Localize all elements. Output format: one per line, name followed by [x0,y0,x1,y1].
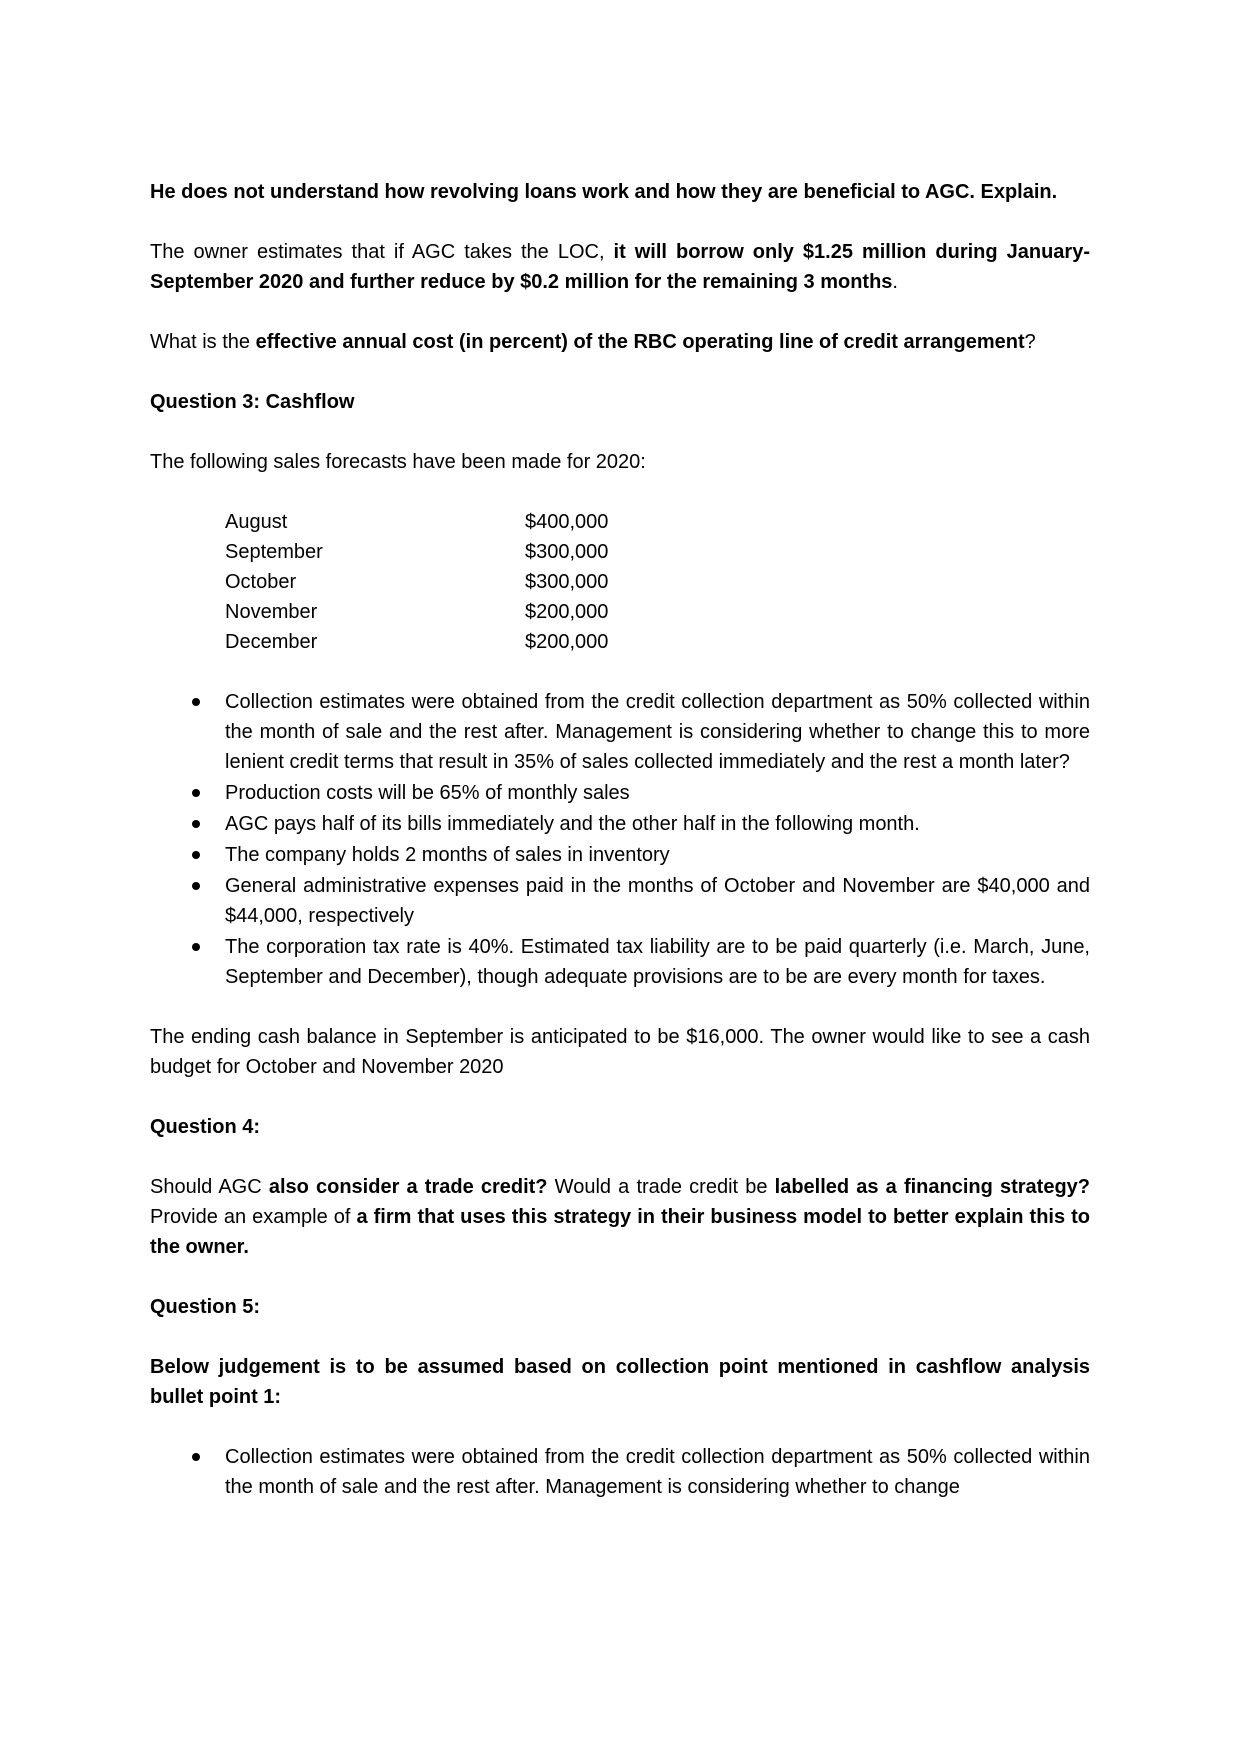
list-item: AGC pays half of its bills immediately and the other half in the following month. [150,809,1090,839]
month-cell: December [225,631,318,653]
value-cell: $200,000 [525,601,609,623]
list-item: General administrative expenses paid in the months of October and November are $40,000 and $44,000, respectively [150,871,1090,931]
list-item: The corporation tax rate is 40%. Estimated tax liability are to be paid quarterly (i.e. March, June, September and December), though adequate provisions are to be are every month for taxes. [150,932,1090,992]
bullet-icon [192,698,200,706]
month-cell: November [225,601,318,623]
list-item: Collection estimates were obtained from the credit collection department as 50% collected within the month of sale and the rest after. Management is considering whether to change this to more lenient credit terms that result in 35% of sales collected immediately and the rest a month later? [150,687,1090,777]
trade-credit-question: Should AGC also consider a trade credit? Would a trade credit be labelled as a financing strategy? Provide an example of a firm that uses this strategy in their business model to better explain this to the owner. [150,1176,1091,1258]
judgement-list [150,1442,1090,1502]
intro-question: He does not understand how revolving loans work and how they are beneficial to AGC. Explain. [150,181,1058,203]
table-row [225,537,1090,567]
table-row [225,567,1090,597]
value-cell: $200,000 [525,631,609,653]
judgement-paragraph: Below judgement is to be assumed based on collection point mentioned in cashflow analysis bullet point 1: [150,1356,1090,1408]
page-content [150,177,1090,1503]
bullet-icon [192,943,200,951]
month-cell: September [225,541,323,563]
value-cell: $300,000 [525,541,609,563]
bullet-icon [192,789,200,797]
bullet-icon [192,851,200,859]
table-row [225,507,1090,537]
effective-cost-question: What is the effective annual cost (in percent) of the RBC operating line of credit arrangement? [150,331,1036,353]
cashflow-assumptions-list [150,687,1090,992]
bullet-icon [192,882,200,890]
sales-forecast-intro: The following sales forecasts have been made for 2020: [150,451,646,473]
list-item: Collection estimates were obtained from the credit collection department as 50% collected within the month of sale and the rest after. Management is considering whether to change [150,1442,1090,1502]
month-cell: October [225,571,297,593]
value-cell: $400,000 [525,511,609,533]
sales-forecast-table [225,507,1090,657]
month-cell: August [225,511,288,533]
question-4-heading: Question 4: [150,1116,261,1138]
table-row [225,627,1090,657]
question-3-heading: Question 3: Cashflow [150,391,355,413]
bullet-icon [192,820,200,828]
question-5-heading: Question 5: [150,1296,261,1318]
bullet-icon [192,1453,200,1461]
list-item: The company holds 2 months of sales in inventory [150,840,1090,870]
table-row [225,597,1090,627]
loc-estimate-paragraph: The owner estimates that if AGC takes the LOC, it will borrow only $1.25 million during January-September 2020 and further reduce by $0.2 million for the remaining 3 months. [150,241,1090,293]
value-cell: $300,000 [525,571,609,593]
list-item: Production costs will be 65% of monthly sales [150,778,1090,808]
cash-budget-paragraph: The ending cash balance in September is anticipated to be $16,000. The owner would like to see a cash budget for October and November 2020 [150,1026,1090,1078]
